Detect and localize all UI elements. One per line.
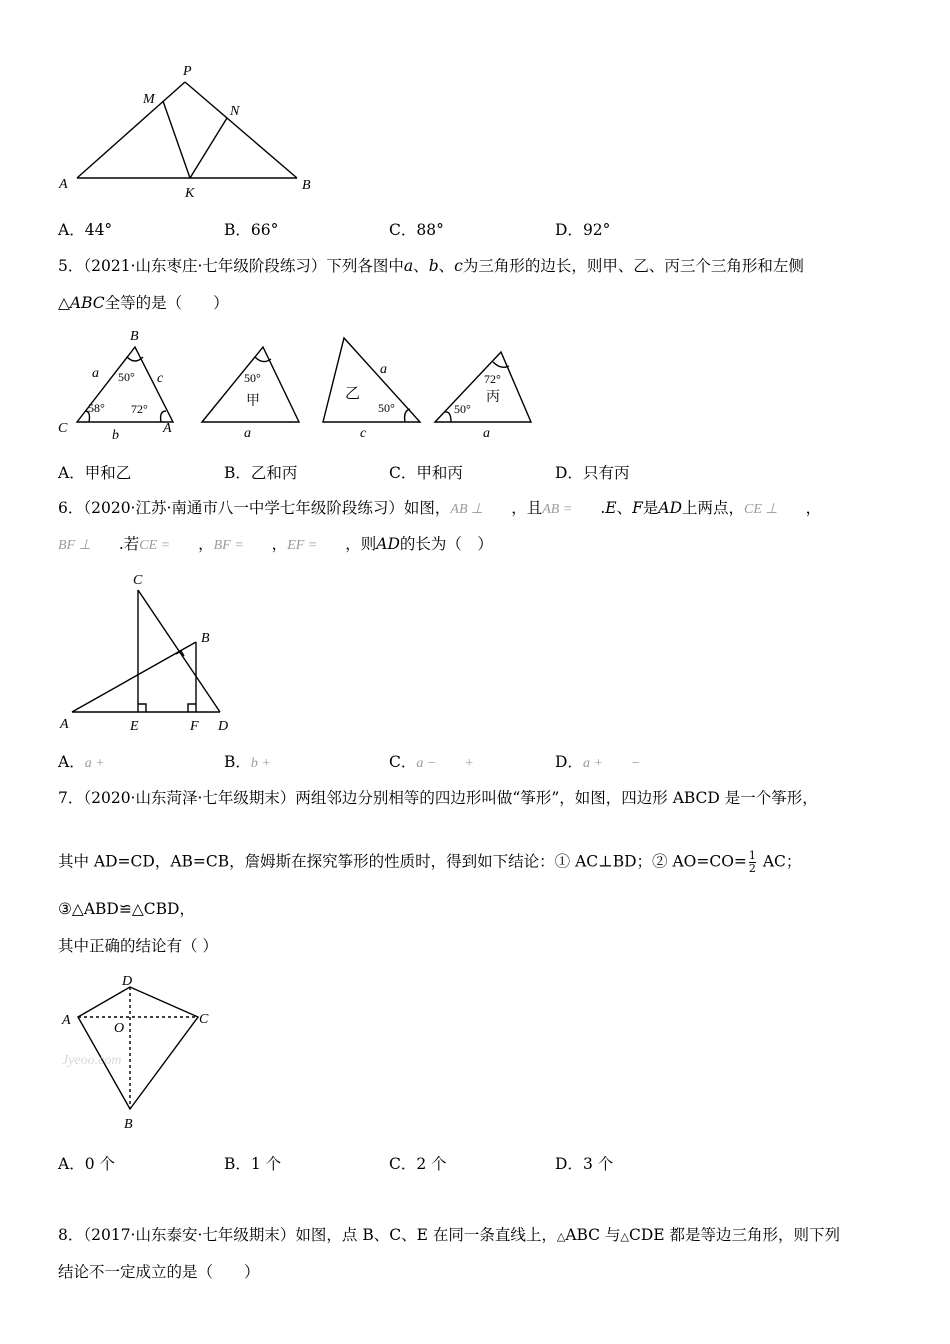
q5-t4-angle-2: 50° [454, 402, 471, 416]
q4-segment-nk [190, 118, 227, 178]
q8-question-line-1: 8．（2017·山东泰安·七年级期末）如图，点 B、C、E 在同一条直线上，△ABC 与△CDE 都是等边三角形，则下列 [58, 1226, 840, 1244]
q7-question-line-1: 7．（2020·山东菏泽·七年级期末）两组邻边分别相等的四边形叫做“筝形”，如图，四边形 ABCD 是一个筝形， [58, 789, 818, 807]
q4-label-k: K [185, 186, 195, 201]
q5-option-c: C．甲和丙 [389, 464, 463, 482]
q7-label-c: C [199, 1012, 209, 1027]
q7-label-a: A [62, 1013, 71, 1028]
q6-option-d: D．a + − [555, 753, 641, 771]
q5-t1-side-a: a [92, 366, 99, 381]
q5-option-b: B．乙和丙 [224, 464, 298, 482]
q4-segment-ap [77, 82, 185, 178]
q4-label-m: M [143, 92, 155, 107]
q6-label-d: D [218, 719, 229, 734]
q5-option-d: D．只有丙 [555, 464, 630, 482]
q7-figure [58, 965, 228, 1135]
q7-question-line-4: 其中正确的结论有（ ） [58, 937, 218, 955]
q4-segment-pb [185, 82, 297, 178]
q7-label-o: O [114, 1021, 125, 1036]
q5-triangle-yi [323, 338, 420, 422]
q5-triangle-bing [435, 352, 531, 422]
q5-t2-side: a [244, 426, 251, 441]
q5-t1-angle-a: 72° [131, 402, 148, 416]
q4-segment-mk [163, 101, 190, 178]
q7-option-c: C．2 个 [389, 1155, 447, 1173]
q5-t4-angle-1: 72° [484, 372, 501, 386]
q7-fraction [749, 850, 756, 875]
q4-label-n: N [230, 104, 240, 119]
q5-figure [55, 325, 515, 445]
q5-t1-label-c: C [58, 421, 68, 436]
q5-t3-side-c: c [360, 426, 367, 441]
q5-t2-angle: 50° [244, 371, 261, 385]
watermark: Jyeoo.com [62, 1053, 122, 1068]
q8-question-line-2: 结论不一定成立的是（ ） [58, 1263, 260, 1281]
q5-t1-angle-b: 50° [118, 370, 135, 384]
q5-t1-side-c: c [157, 371, 164, 386]
q4-figure [55, 60, 325, 200]
q7-fraction-numerator: 1 [748, 849, 756, 862]
q4-option-d: D．92° [555, 221, 611, 239]
q6-option-a: A．a + [58, 753, 133, 771]
q5-t1-label-b: B [130, 329, 139, 344]
q4-option-a: A．44° [58, 221, 113, 239]
q7-option-b: B．1 个 [224, 1155, 282, 1173]
q4-option-b: B．66° [224, 221, 279, 239]
q5-t3-name: 乙 [345, 386, 361, 402]
q7-label-b: B [124, 1117, 133, 1132]
q4-label-b: B [302, 178, 311, 193]
q6-question-line-1: 6．（2020·江苏·南通市八一中学七年级阶段练习）如图，AB ⊥ ，且AB = .E、F是AD上两点，CE ⊥ ， [58, 499, 822, 517]
q6-option-b: B．b + [224, 753, 299, 771]
q5-option-a: A．甲和乙 [58, 464, 132, 482]
q5-t1-angle-c: 58° [88, 401, 105, 415]
q4-option-c: C．88° [389, 221, 444, 239]
q7-question-line-3: ③△ABD≌△CBD， [58, 900, 195, 918]
q6-label-f: F [190, 719, 199, 734]
q7-question-line-2: 其中 AD=CD，AB=CB，詹姆斯在探究筝形的性质时，得到如下结论：① AC⊥BD；② AO=CO= $\frac{1}{2}$ AC； [58, 849, 802, 875]
q7-fraction-denominator: 2 [748, 862, 756, 875]
q7-label-d: D [122, 974, 133, 989]
q7-option-a: A．0 个 [58, 1155, 115, 1173]
q5-question-line-2: △ABC全等的是（ ） [58, 294, 229, 312]
q5-t1-label-a: A [163, 421, 172, 436]
q6-label-c: C [133, 573, 143, 588]
q5-t4-name: 丙 [486, 390, 500, 405]
q4-label-a: A [59, 177, 68, 192]
q6-question-line-2: BF ⊥ .若CE = ，BF = ，EF = ，则AD的长为（ ） [58, 535, 493, 553]
q5-question-line-1: 5．（2021·山东枣庄·七年级阶段练习）下列各图中a、b、c为三角形的边长，则甲、乙、丙三个三角形和左侧 [58, 257, 804, 275]
q6-figure [58, 570, 258, 740]
q6-label-e: E [130, 719, 139, 734]
q5-t4-side: a [483, 426, 490, 441]
q4-label-p: P [183, 64, 192, 79]
q5-t1-side-b: b [112, 428, 119, 443]
q6-option-c: C．a − + [389, 753, 474, 771]
q5-t3-side-a: a [380, 362, 387, 377]
q6-label-b: B [201, 631, 210, 646]
q6-label-a: A [60, 717, 69, 732]
q7-kite-abcd [78, 987, 198, 1109]
q5-t2-name: 甲 [246, 394, 260, 409]
q5-t3-angle: 50° [378, 401, 395, 415]
q7-option-d: D．3 个 [555, 1155, 614, 1173]
